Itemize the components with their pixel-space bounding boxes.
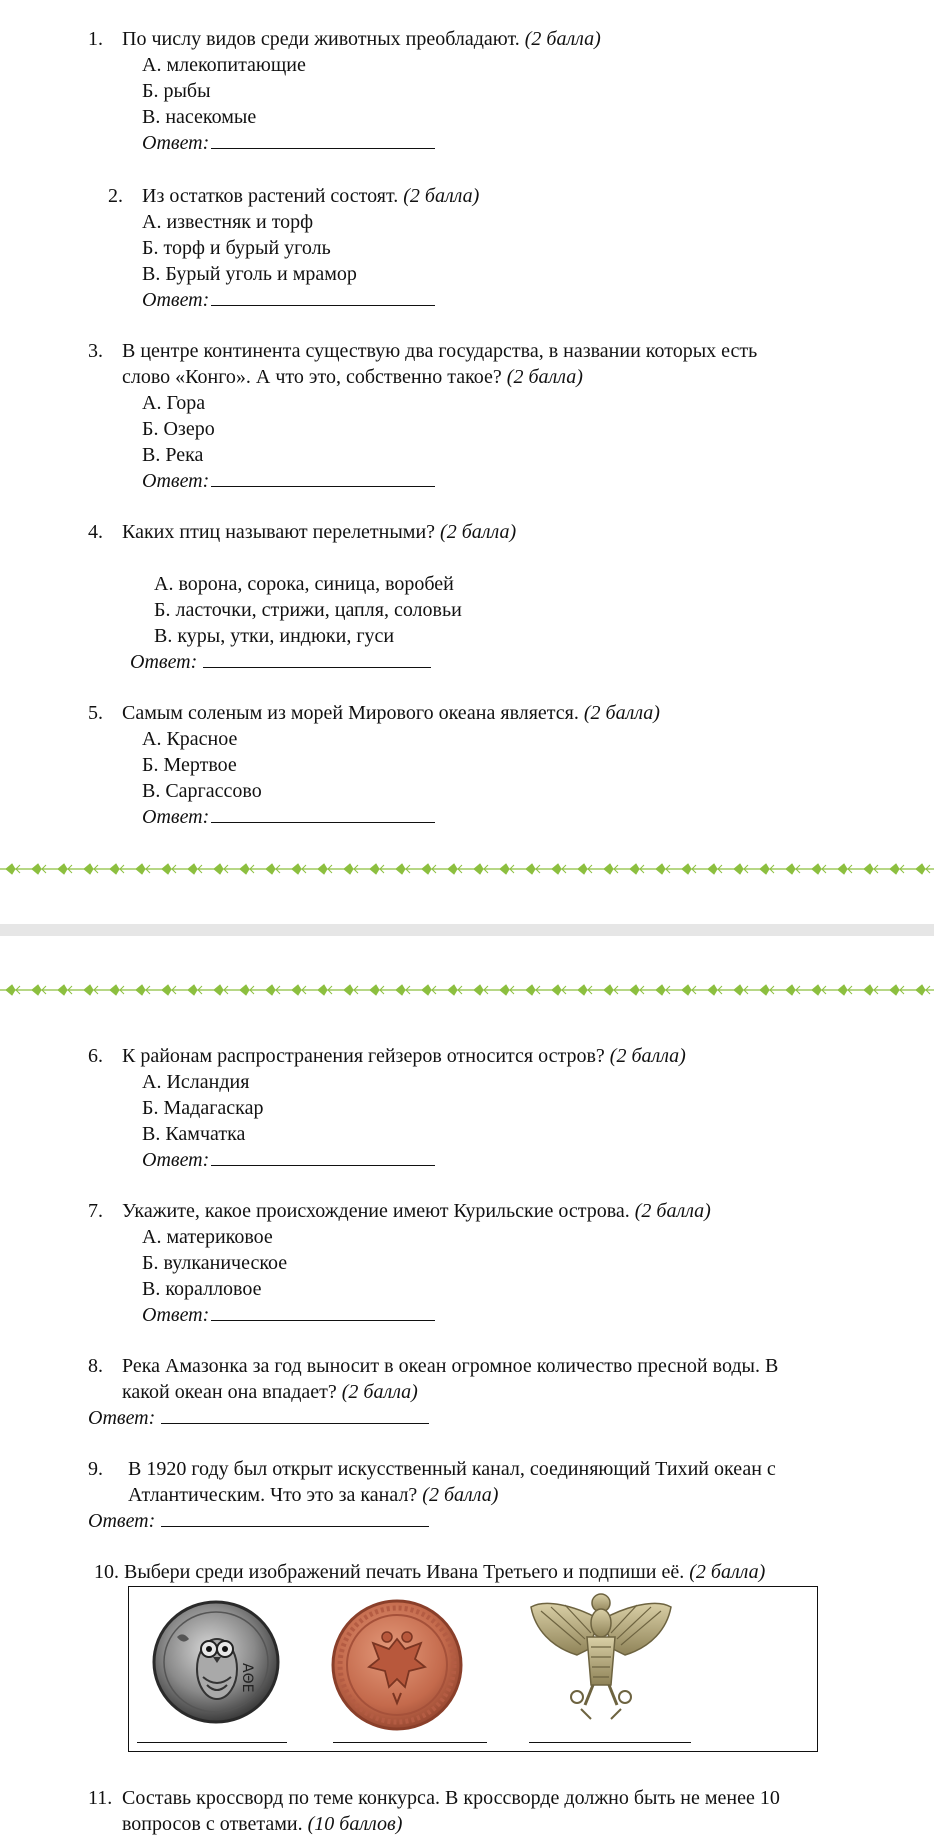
question-points: (2 балла): [583, 702, 660, 724]
answer-line[interactable]: [161, 1525, 429, 1527]
page-gap: [0, 924, 934, 936]
answer-line[interactable]: [211, 821, 435, 823]
option-a: А. Красное: [142, 728, 238, 750]
option-c: В. насекомые: [142, 106, 257, 128]
seal-answer-line-2[interactable]: [333, 1741, 487, 1743]
question-11: [88, 1785, 780, 1837]
option-c: В. Бурый уголь и мрамор: [142, 263, 357, 285]
option-b: Б. Мадагаскар: [142, 1097, 264, 1119]
question-7: [88, 1198, 711, 1328]
question-points: (2 балла): [341, 1381, 418, 1403]
question-points: (2 балла): [634, 1200, 711, 1222]
question-5: [88, 700, 660, 830]
answer-line[interactable]: [211, 1164, 435, 1166]
answer-line[interactable]: [211, 147, 435, 149]
answer-line[interactable]: [211, 485, 435, 487]
answer-line[interactable]: [211, 304, 435, 306]
question-number: 3.: [88, 340, 103, 362]
option-b: Б. вулканическое: [142, 1252, 288, 1274]
option-b: Б. Мертвое: [142, 754, 237, 776]
question-number: 8.: [88, 1355, 103, 1377]
option-a: А. материковое: [142, 1226, 273, 1248]
seal-answer-line-3[interactable]: [529, 1741, 691, 1743]
question-text: Река Амазонка за год выносит в океан огромное количество пресной воды. В: [122, 1355, 779, 1377]
owl-coin-image[interactable]: [151, 1597, 281, 1727]
option-b: Б. Озеро: [142, 418, 215, 440]
question-text: Укажите, какое происхождение имеют Курильские острова.: [122, 1200, 630, 1222]
answer-label: Ответ:: [88, 1407, 156, 1429]
answer-field[interactable]: [142, 804, 660, 830]
option-b: Б. торф и бурый уголь: [142, 237, 331, 259]
svg-text:ΑΘΕ: ΑΘΕ: [239, 1663, 255, 1693]
question-points: (2 балла): [440, 521, 517, 543]
question-number: 6.: [88, 1045, 103, 1067]
question-text: Выбери среди изображений печать Ивана Третьего и подпиши её.: [124, 1561, 685, 1583]
answer-field[interactable]: [88, 649, 516, 675]
question-points: (2 балла): [506, 366, 583, 388]
egyptian-falcon-amulet-image[interactable]: [521, 1589, 681, 1729]
question-10: [94, 1559, 765, 1585]
answer-label: Ответ:: [142, 1304, 210, 1326]
question-3: [88, 338, 757, 494]
answer-field[interactable]: [142, 468, 757, 494]
option-c: В. Саргассово: [142, 780, 262, 802]
question-2: [108, 183, 479, 313]
answer-label: Ответ:: [88, 1510, 156, 1532]
question-points: (2 балла): [524, 28, 601, 50]
answer-line[interactable]: [203, 666, 431, 668]
question-text-cont: вопросов с ответами.: [122, 1813, 303, 1835]
option-b: Б. рыбы: [142, 80, 211, 102]
question-number: 9.: [88, 1458, 103, 1480]
question-number: 7.: [88, 1200, 103, 1222]
question-points: (10 баллов): [307, 1813, 403, 1835]
option-a: А. ворона, сорока, синица, воробей: [154, 573, 454, 595]
decorative-divider-bottom: [0, 983, 934, 997]
question-points: (2 балла): [422, 1484, 499, 1506]
answer-label: Ответ:: [142, 132, 210, 154]
question-text: Самым соленым из морей Мирового океана является.: [122, 702, 579, 724]
question-number: 11.: [88, 1787, 113, 1809]
question-6: [88, 1043, 686, 1173]
question-number: 5.: [88, 702, 103, 724]
question-text-cont: Атлантическим. Что это за канал?: [128, 1484, 418, 1506]
answer-field[interactable]: [88, 1405, 778, 1431]
answer-label: Ответ:: [142, 1149, 210, 1171]
question-number: 4.: [88, 521, 103, 543]
answer-field[interactable]: [142, 1147, 686, 1173]
question-points: (2 балла): [609, 1045, 686, 1067]
question-8: [88, 1353, 778, 1431]
question-9: [88, 1456, 776, 1534]
question-text: К районам распространения гейзеров относится остров?: [122, 1045, 605, 1067]
option-c: В. Река: [142, 444, 204, 466]
answer-label: Ответ:: [142, 806, 210, 828]
option-c: В. Камчатка: [142, 1123, 246, 1145]
answer-label: Ответ:: [142, 289, 210, 311]
answer-field[interactable]: [88, 1508, 776, 1534]
answer-field[interactable]: [142, 1302, 711, 1328]
question-text: По числу видов среди животных преобладают.: [122, 28, 520, 50]
double-eagle-seal-image[interactable]: [329, 1597, 465, 1733]
question-text-cont: какой океан она впадает?: [122, 1381, 337, 1403]
answer-line[interactable]: [161, 1422, 429, 1424]
option-a: А. млекопитающие: [142, 54, 306, 76]
option-a: А. известняк и торф: [142, 211, 314, 233]
seal-images-box: [128, 1586, 818, 1752]
option-b: Б. ласточки, стрижи, цапля, соловьи: [154, 599, 462, 621]
question-points: (2 балла): [403, 185, 480, 207]
decorative-divider-top: [0, 862, 934, 876]
question-points: (2 балла): [689, 1561, 766, 1583]
seal-answer-line-1[interactable]: [137, 1741, 287, 1743]
question-text: В центре континента существую два государства, в названии которых есть: [122, 340, 758, 362]
question-4: [88, 519, 516, 675]
question-text: Каких птиц называют перелетными?: [122, 521, 436, 543]
answer-field[interactable]: [142, 287, 479, 313]
option-c: В. коралловое: [142, 1278, 262, 1300]
question-number: 1.: [88, 28, 103, 50]
option-c: В. куры, утки, индюки, гуси: [154, 625, 395, 647]
question-text: В 1920 году был открыт искусственный канал, соединяющий Тихий океан с: [128, 1458, 776, 1480]
answer-line[interactable]: [211, 1319, 435, 1321]
question-number: 10.: [94, 1561, 119, 1583]
question-number: 2.: [108, 185, 123, 207]
option-a: А. Исландия: [142, 1071, 250, 1093]
question-1: [88, 26, 601, 156]
answer-label: Ответ:: [130, 651, 198, 673]
question-text-cont: слово «Конго». А что это, собственно такое?: [122, 366, 502, 388]
question-text: Из остатков растений состоят.: [142, 185, 399, 207]
question-text: Составь кроссворд по теме конкурса. В кроссворде должно быть не менее 10: [122, 1787, 780, 1809]
option-a: А. Гора: [142, 392, 206, 414]
answer-field[interactable]: [142, 130, 601, 156]
answer-label: Ответ:: [142, 470, 210, 492]
